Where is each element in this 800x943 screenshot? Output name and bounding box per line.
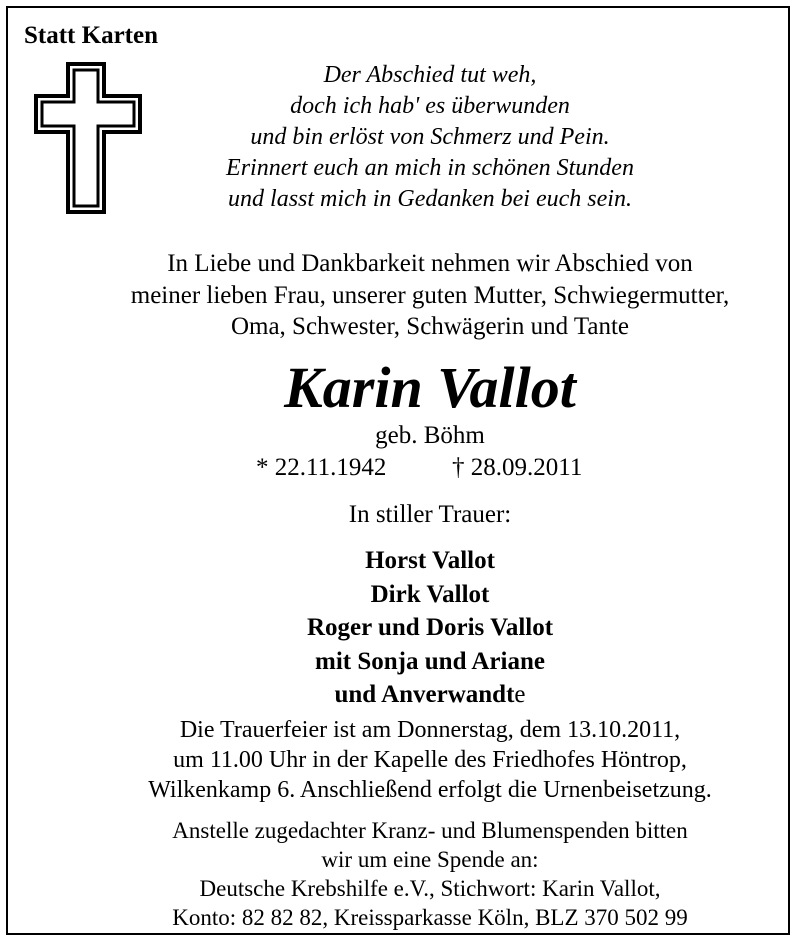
ceremony-line: Die Trauerfeier ist am Donnerstag, dem 13.10.2011, <box>179 717 681 743</box>
mourner-name: Roger und Doris Vallot <box>306 614 554 641</box>
latin-cross-icon <box>34 62 142 214</box>
intro-line: Oma, Schwester, Schwägerin und Tante <box>230 313 630 340</box>
mourner-name: Horst Vallot <box>365 547 495 574</box>
mourner-name: mit Sonja und Ariane <box>315 647 545 675</box>
relatives-text: und Anverwandt <box>334 681 515 708</box>
ceremony-line: um 11.00 Uhr in der Kapelle des Friedhofes Höntrop, <box>173 747 687 773</box>
birth-date: * 22.11.1942 <box>256 454 387 481</box>
relatives-suffix: e <box>514 681 526 708</box>
mourner-relatives <box>0 678 800 712</box>
deceased-name: Karin Vallot <box>284 355 576 420</box>
death-date: † 28.09.2011 <box>452 454 583 481</box>
mourners-list <box>0 544 800 712</box>
poem-line: und lasst mich in Gedanken bei euch sein. <box>228 186 632 212</box>
poem-line: Der Abschied tut weh, <box>323 62 537 88</box>
donation-line: Deutsche Krebshilfe e.V., Stichwort: Karin Vallot, <box>199 876 661 901</box>
statt-karten-heading: Statt Karten <box>24 22 158 49</box>
donation-line: Anstelle zugedachter Kranz- und Blumenspenden bitten <box>172 818 688 843</box>
ceremony-info <box>0 715 800 805</box>
mourner-name: Dirk Vallot <box>370 580 490 608</box>
ceremony-line: Wilkenkamp 6. Anschließend erfolgt die Urnenbeisetzung. <box>148 777 712 803</box>
poem-line: Erinnert euch an mich in schönen Stunden <box>226 155 634 181</box>
poem <box>180 60 680 215</box>
donation-line: wir um eine Spende an: <box>321 847 539 872</box>
intro-line: In Liebe und Dankbarkeit nehmen wir Abschied von <box>167 250 693 277</box>
intro-line: meiner lieben Frau, unserer guten Mutter, Schwiegermutter, <box>130 281 730 309</box>
donation-line: Konto: 82 82 82, Kreissparkasse Köln, BLZ 370 502 99 <box>172 905 688 930</box>
mourning-label: In stiller Trauer: <box>348 501 512 528</box>
intro-text <box>60 248 800 343</box>
donation-info <box>0 816 800 932</box>
birth-name: geb. Böhm <box>375 422 485 449</box>
poem-line: doch ich hab' es überwunden <box>290 93 570 119</box>
poem-line: und bin erlöst von Schmerz und Pein. <box>250 124 610 150</box>
